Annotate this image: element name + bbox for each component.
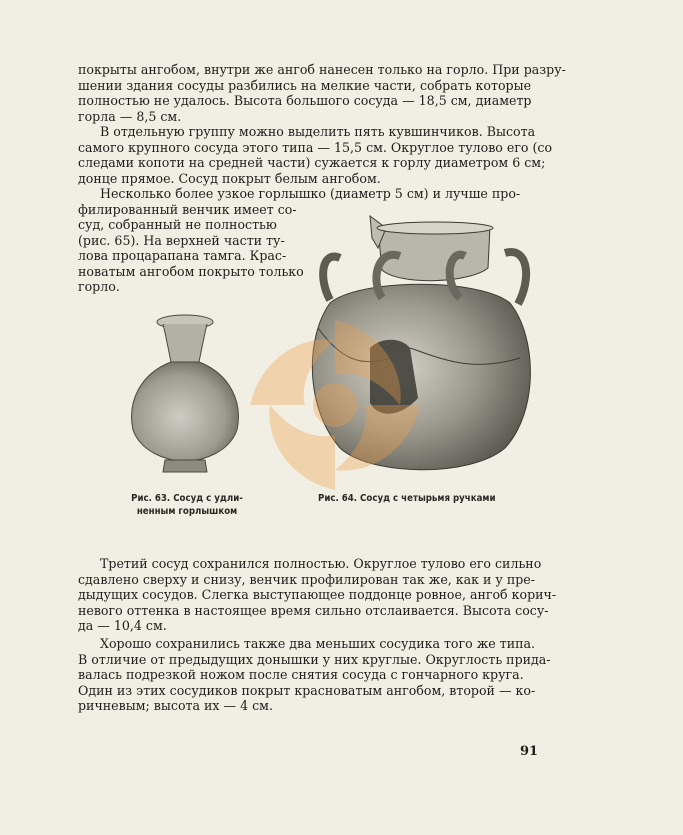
library-watermark-emblem: [230, 300, 440, 510]
paragraph-5: [78, 636, 551, 714]
figure-63-caption: [112, 492, 262, 518]
text-line: В отдельную группу можно выделить пять кувшинчиков. Высота: [100, 124, 536, 139]
text-line: да — 10,4 см.: [78, 618, 167, 633]
text-line: следами копоти на средней части) сужается к горлу диаметром 6 см;: [78, 155, 546, 170]
text-line: донце прямое. Сосуд покрыт белым ангобом.: [78, 170, 381, 186]
caption-line: Рис. 63. Сосуд с удли-: [131, 493, 243, 504]
text-line: новатым ангобом покрыто только: [78, 263, 304, 279]
paragraph-3-wrap: [78, 201, 304, 295]
text-line: Один из этих сосудиков покрыт красноватым ангобом, второй — ко-: [78, 682, 536, 698]
figure-63-vessel-photo: [125, 312, 245, 474]
paragraph-1: [78, 62, 566, 124]
paragraph-4: [78, 556, 557, 634]
text-line: ричневым; высота их — 4 см.: [78, 698, 273, 713]
text-line: дыдущих сосудов. Слегка выступающее поддонце ровное, ангоб корич-: [78, 587, 557, 602]
text-line: Несколько более узкое горлышко (диаметр 5 см) и лучше про-: [100, 186, 521, 201]
text-line: Третий сосуд сохранился полностью. Округлое тулово его сильно: [100, 556, 542, 571]
text-line: покрыты ангобом, внутри же ангоб нанесен только на горло. При разру-: [78, 62, 566, 77]
text-line: валась подрезкой ножом после снятия сосуда с гончарного круга.: [78, 667, 524, 682]
text-line: суд, собранный не полностью: [78, 217, 277, 232]
caption-line: Рис. 64. Сосуд с четырьмя ручками: [318, 493, 496, 504]
text-line: горла — 8,5 см.: [78, 108, 182, 124]
page-number: 91: [520, 744, 539, 759]
text-line: самого крупного сосуда этого типа — 15,5 см. Округлое тулово его (со: [78, 139, 553, 155]
caption-line: ненным горлышком: [136, 506, 238, 517]
paragraph-2: [78, 124, 553, 186]
text-line: сдавлено сверху и снизу, венчик профилирован так же, как и у пре-: [78, 571, 536, 587]
text-line: невого оттенка в настоящее время сильно отслаивается. Высота сосу-: [78, 602, 549, 618]
paragraph-3: [78, 186, 540, 202]
text-line: лова процарапана тамга. Крас-: [78, 248, 287, 263]
text-line: филированный венчик имеет со-: [78, 201, 297, 217]
figure-64-caption: [318, 492, 538, 505]
text-line: (рис. 65). На верхней части ту-: [78, 232, 285, 248]
text-line: полностью не удалось. Высота большого сосуда — 18,5 см, диаметр: [78, 93, 532, 108]
text-line: горло.: [78, 279, 120, 294]
text-line: Хорошо сохранились также два меньших сосудика того же типа.: [100, 636, 536, 651]
text-line: шении здания сосуды разбились на мелкие части, собрать которые: [78, 77, 532, 93]
text-line: В отличие от предыдущих донышки у них круглые. Округлость прида-: [78, 651, 551, 667]
